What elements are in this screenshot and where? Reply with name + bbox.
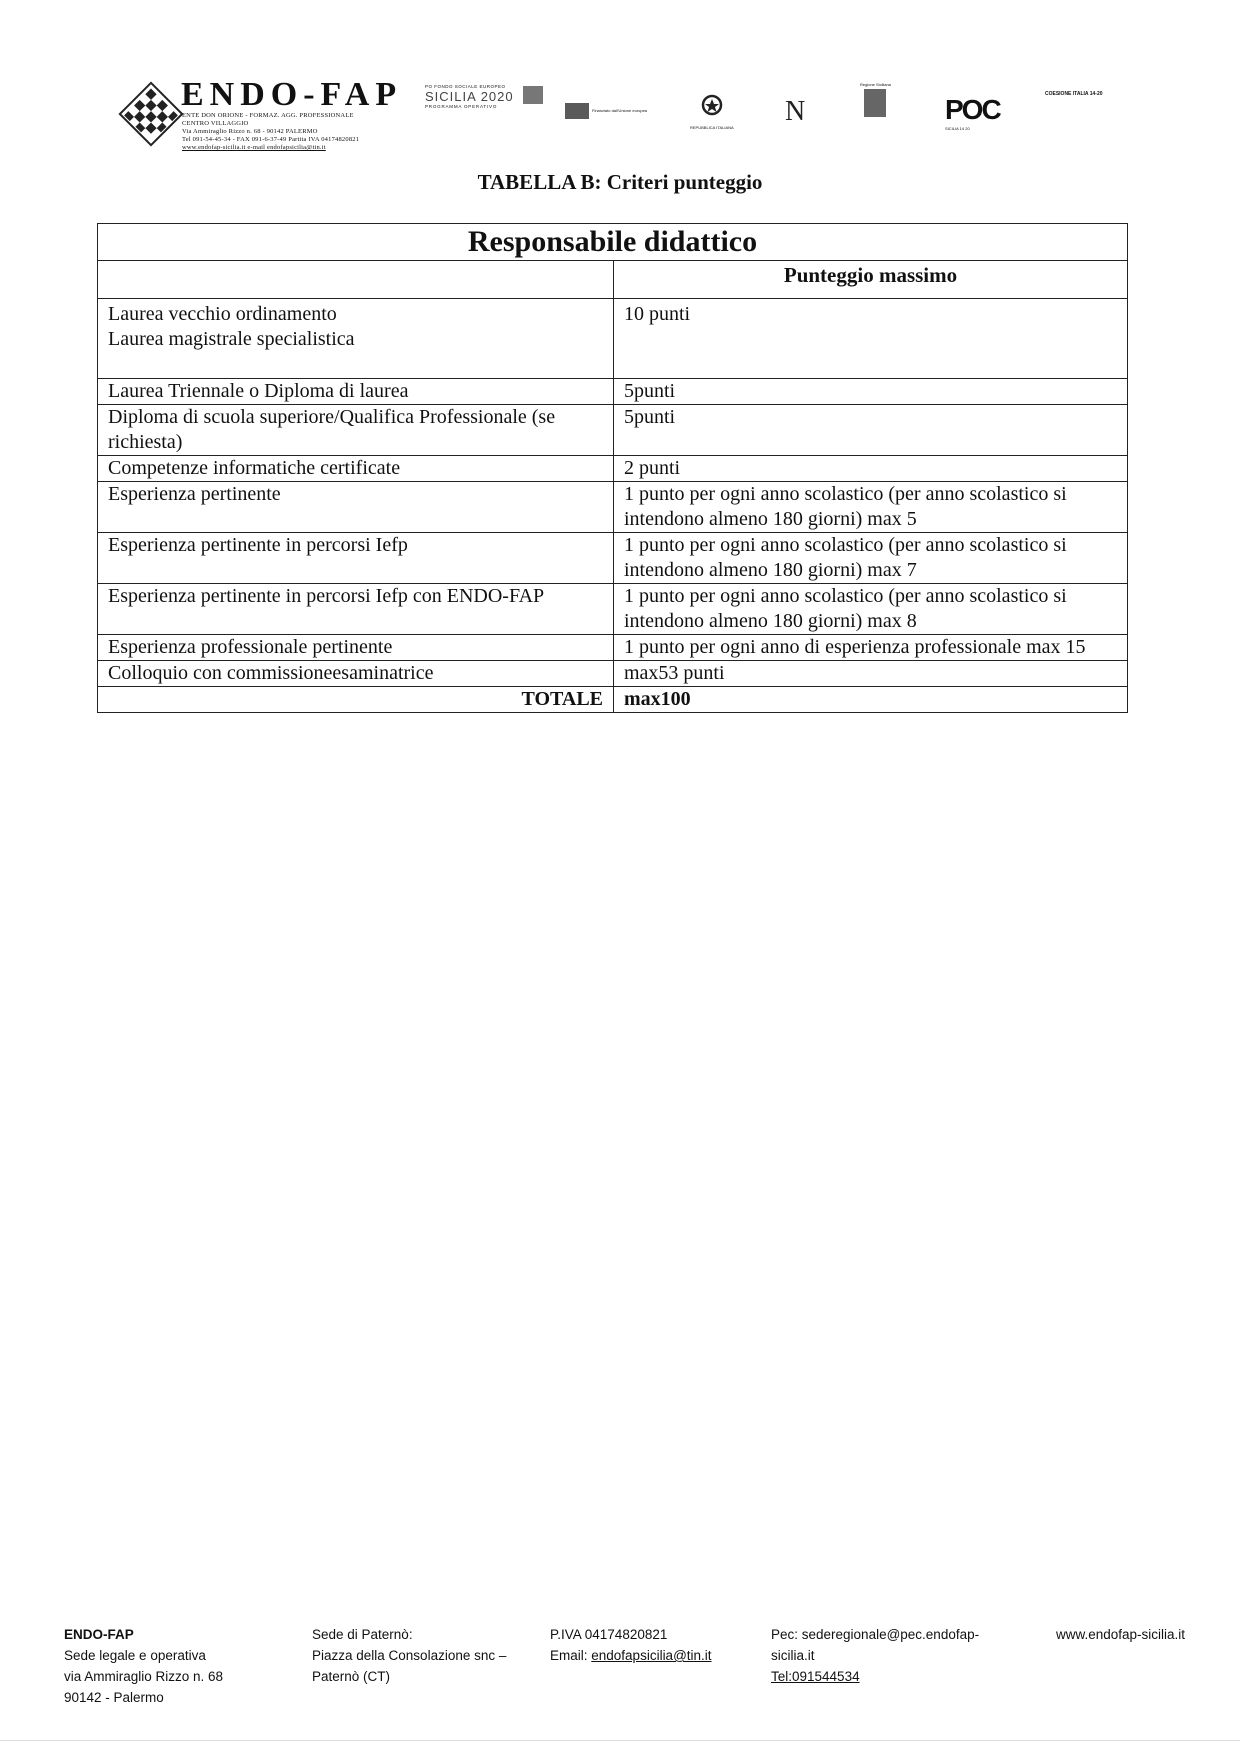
regione-text: Regione Siciliana bbox=[860, 82, 891, 87]
score-cell: 5punti bbox=[614, 379, 1128, 405]
table-total-row bbox=[98, 687, 1128, 713]
endo-fap-logo-icon bbox=[117, 80, 185, 148]
table-row bbox=[98, 584, 1128, 635]
footer-vat-email bbox=[550, 1624, 712, 1666]
sicilia-name: SICILIA 2020 bbox=[425, 89, 514, 104]
sicilia-flag-icon bbox=[523, 86, 543, 104]
criterion-cell: Esperienza pertinente bbox=[98, 482, 614, 533]
total-value: max100 bbox=[614, 687, 1128, 713]
footer-line: 90142 - Palermo bbox=[64, 1690, 164, 1705]
table-header-row bbox=[98, 261, 1128, 299]
logo-address-block bbox=[182, 112, 359, 152]
score-cell: 5punti bbox=[614, 405, 1128, 456]
poc-sub-text: SICILIA 14 20 bbox=[945, 126, 970, 131]
coesione-text: COESIONE ITALIA 14-20 bbox=[1045, 91, 1103, 97]
letterhead bbox=[115, 72, 1115, 167]
regione-crest-icon bbox=[864, 89, 886, 117]
logo-line: Via Ammiraglio Rizzo n. 68 - 90142 PALERMO bbox=[182, 128, 318, 135]
table-row bbox=[98, 379, 1128, 405]
header-score-cell: Punteggio massimo bbox=[614, 261, 1128, 299]
poc-text: POC bbox=[945, 94, 1000, 125]
logo-name: ENDO-FAP bbox=[181, 76, 403, 113]
table-row bbox=[98, 456, 1128, 482]
logo-line: ENTE DON ORIONE - FORMAZ. AGG. PROFESSIONALE bbox=[182, 112, 354, 119]
ministry-logo-icon: N bbox=[785, 96, 806, 127]
footer-website bbox=[1056, 1624, 1185, 1645]
page-bottom-rule bbox=[0, 1740, 1240, 1741]
criterion-cell: Esperienza pertinente in percorsi Iefp bbox=[98, 533, 614, 584]
criterion-cell: Laurea Triennale o Diploma di laurea bbox=[98, 379, 614, 405]
repubblica-logo bbox=[690, 94, 734, 130]
sicilia-bottom-text: PROGRAMMA OPERATIVO bbox=[425, 104, 498, 109]
footer-line: Sede legale e operativa bbox=[64, 1648, 206, 1663]
table-row bbox=[98, 533, 1128, 584]
score-cell: 1 punto per ogni anno scolastico (per anno scolastico si intendono almeno 180 giorni) max 5 bbox=[614, 482, 1128, 533]
table-row bbox=[98, 661, 1128, 687]
total-label: TOTALE bbox=[98, 687, 614, 713]
criterion-cell: Diploma di scuola superiore/Qualifica Professionale (se richiesta) bbox=[98, 405, 614, 456]
criterion-cell: Laurea vecchio ordinamento Laurea magistrale specialistica bbox=[98, 299, 614, 379]
footer-pec-tel bbox=[771, 1624, 979, 1687]
table-role-row bbox=[98, 224, 1128, 261]
criterion-cell: Colloquio con commissioneesaminatrice bbox=[98, 661, 614, 687]
score-cell: 1 punto per ogni anno scolastico (per anno scolastico si intendono almeno 180 giorni) max 7 bbox=[614, 533, 1128, 584]
eu-flag-icon bbox=[565, 103, 589, 119]
criterion-cell: Competenze informatiche certificate bbox=[98, 456, 614, 482]
criteria-table bbox=[97, 223, 1128, 713]
footer-vat: P.IVA 04174820821 bbox=[550, 1627, 668, 1642]
table-row bbox=[98, 405, 1128, 456]
score-cell: 1 punto per ogni anno di esperienza professionale max 15 bbox=[614, 635, 1128, 661]
footer-line: via Ammiraglio Rizzo n. 68 bbox=[64, 1669, 224, 1684]
footer-email-link[interactable]: endofapsicilia@tin.it bbox=[591, 1648, 712, 1663]
footer-paterno-office bbox=[312, 1624, 506, 1687]
score-cell: 2 punti bbox=[614, 456, 1128, 482]
criterion-cell: Esperienza pertinente in percorsi Iefp con ENDO-FAP bbox=[98, 584, 614, 635]
logo-line: www.endofap-sicilia.it e-mail endofapsicilia@tin.it bbox=[182, 144, 326, 151]
poc-logo bbox=[945, 94, 1000, 131]
logo-line: CENTRO VILLAGGIO bbox=[182, 120, 249, 127]
table-row bbox=[98, 482, 1128, 533]
eu-logo bbox=[565, 102, 647, 120]
role-title: Responsabile didattico bbox=[98, 224, 1128, 261]
footer-pec-cont: sicilia.it bbox=[771, 1648, 815, 1663]
footer-email-label: Email: bbox=[550, 1648, 592, 1663]
eu-text: Finanziato dall'Unione europea bbox=[592, 108, 648, 114]
table-row bbox=[98, 635, 1128, 661]
score-cell: 1 punto per ogni anno scolastico (per anno scolastico si intendono almeno 180 giorni) max 8 bbox=[614, 584, 1128, 635]
regione-logo bbox=[860, 82, 891, 117]
footer-tel-link[interactable]: Tel:091544534 bbox=[771, 1669, 860, 1684]
footer-website-link[interactable]: www.endofap-sicilia.it bbox=[1056, 1627, 1186, 1642]
score-cell: 10 punti bbox=[614, 299, 1128, 379]
footer-line: Paternò (CT) bbox=[312, 1669, 391, 1684]
footer-line: Sede di Paternò: bbox=[312, 1627, 413, 1642]
footer-line: Piazza della Consolazione snc – bbox=[312, 1648, 507, 1663]
footer-org-name: ENDO-FAP bbox=[64, 1627, 134, 1642]
footer-pec: Pec: sederegionale@pec.endofap- bbox=[771, 1627, 980, 1642]
footer-legal-office bbox=[64, 1624, 223, 1708]
sicilia-2020-logo bbox=[425, 84, 514, 109]
footer-email-line bbox=[550, 1645, 712, 1666]
criterion-cell: Esperienza professionale pertinente bbox=[98, 635, 614, 661]
table-row bbox=[98, 299, 1128, 379]
sicilia-top-text: PO FONDO SOCIALE EUROPEO bbox=[425, 84, 506, 89]
repubblica-text: REPUBBLICA ITALIANA bbox=[690, 125, 734, 130]
score-cell: max53 punti bbox=[614, 661, 1128, 687]
coesione-logo bbox=[1045, 92, 1103, 97]
logo-line: Tel 091-54-45-34 - FAX 091-6-37-49 Partita IVA 04174820821 bbox=[182, 136, 360, 143]
repubblica-emblem-icon bbox=[701, 94, 723, 118]
header-left-cell bbox=[98, 261, 614, 299]
document-title: TABELLA B: Criteri punteggio bbox=[477, 170, 763, 194]
